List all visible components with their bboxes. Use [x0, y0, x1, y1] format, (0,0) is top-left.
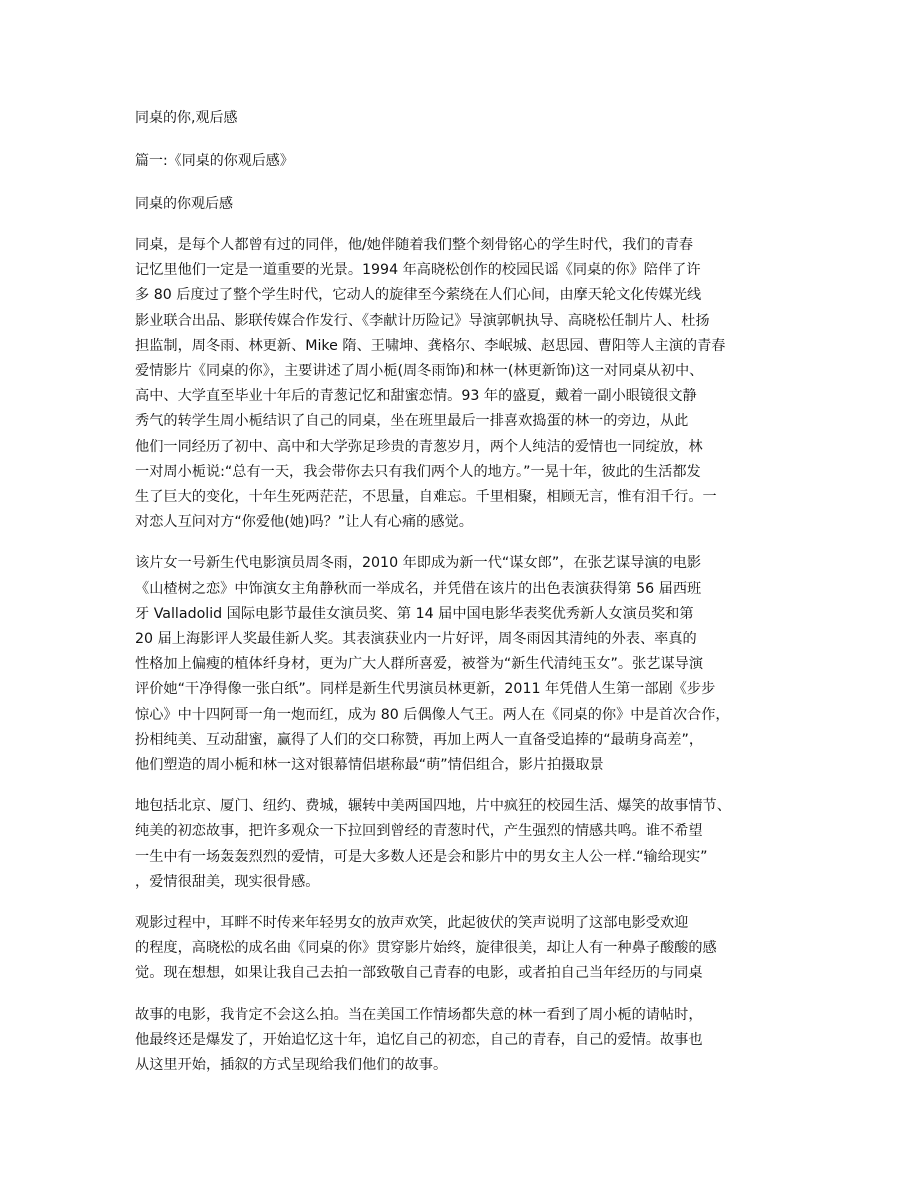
- text-line: 一生中有一场轰轰烈烈的爱情，可是大多数人还是会和影片中的男女主人公一样.“输给现实”: [135, 848, 708, 865]
- text-line: 多 80 后度过了整个学生时代，它动人的旋律至今萦绕在人们心间，由摩天轮文化传媒光线: [135, 287, 702, 304]
- text-line: 爱情影片《同桌的你》，主要讲述了周小栀(周冬雨饰)和林一(林更新饰)这一对同桌从初中、: [135, 363, 704, 380]
- paragraph-3: [135, 794, 795, 895]
- text-line: 他最终还是爆发了，开始追忆这十年，追忆自己的初恋，自己的青春，自己的爱情。故事也: [135, 1031, 703, 1048]
- text-line: 牙 Valladolid 国际电影节最佳女演员奖、第 14 届中国电影华表奖优秀新人女演员奖和第: [135, 605, 694, 622]
- text-line: 高中、大学直至毕业十年后的青葱记忆和甜蜜恋情。93 年的盛夏，戴着一副小眼镜很文静: [135, 388, 697, 405]
- text-line: 担监制，周冬雨、林更新、Mike 隋、王啸坤、龚格尔、李岷城、赵思园、曹阳等人主演的青春: [135, 337, 726, 354]
- paragraph-4: [135, 911, 795, 987]
- section-heading: 篇一:《同桌的你观后感》: [135, 153, 294, 169]
- text-line: 该片女一号新生代电影演员周冬雨，2010 年即成为新一代“谋女郎”，在张艺谋导演的电影: [135, 555, 702, 572]
- text-line: 观影过程中，耳畔不时传来年轻男女的放声欢笑，此起彼伏的笑声说明了这部电影受欢迎: [135, 915, 689, 932]
- text-line: 生了巨大的变化，十年生死两茫茫，不思量，自难忘。千里相聚，相顾无言，惟有泪千行。一: [135, 489, 717, 506]
- document-title: 同桌的你,观后感: [135, 110, 238, 126]
- text-line: 他们一同经历了初中、高中和大学弥足珍贵的青葱岁月，两个人纯洁的爱情也一同绽放，林: [135, 438, 703, 455]
- text-line: 一对周小栀说:“总有一天，我会带你去只有我们两个人的地方。”一晃十年，彼此的生活都发: [135, 463, 701, 480]
- text-line: 影业联合出品、影联传媒合作发行、《李献计历险记》导演郭帆执导、高晓松任制片人、杜扬: [135, 312, 710, 329]
- text-line: 他们塑造的周小栀和林一这对银幕情侣堪称最“萌”情侣组合，影片拍摄取景: [135, 757, 604, 774]
- text-line: 故事的电影，我肯定不会这么拍。当在美国工作情场都失意的林一看到了周小栀的请帖时，: [135, 1006, 703, 1023]
- text-line: 地包括北京、厦门、纽约、费城，辗转中美两国四地，片中疯狂的校园生活、爆笑的故事情节、: [135, 798, 731, 815]
- document-body: [135, 104, 795, 1078]
- text-line: 的程度，高晓松的成名曲《同桌的你》贯穿影片始终，旋律很美，却让人有一种鼻子酸酸的感: [135, 940, 717, 957]
- text-line: 扮相纯美、互动甜蜜，赢得了人们的交口称赞，再加上两人一直备受追捧的“最萌身高差”，: [135, 731, 704, 748]
- text-line: 觉。现在想想，如果让我自己去拍一部致敬自己青春的电影，或者拍自己当年经历的与同桌: [135, 965, 703, 982]
- text-line: 同桌，是每个人都曾有过的同伴，他/她伴随着我们整个刻骨铭心的学生时代，我们的青春: [135, 237, 694, 253]
- article-subtitle: 同桌的你观后感: [135, 196, 233, 212]
- text-line: 惊心》中十四阿哥一角一炮而红，成为 80 后偶像人气王。两人在《同桌的你》中是首次合作，: [135, 706, 730, 723]
- text-line: 从这里开始，插叙的方式呈现给我们他们的故事。: [135, 1057, 448, 1074]
- text-line: 记忆里他们一定是一道重要的光景。1994 年高晓松创作的校园民谣《同桌的你》陪伴了许: [135, 262, 701, 279]
- text-line: 秀气的转学生周小栀结识了自己的同桌，坐在班里最后一排喜欢捣蛋的林一的旁边，从此: [135, 413, 689, 430]
- text-line: 20 届上海影评人奖最佳新人奖。其表演获业内一片好评，周冬雨因其清纯的外表、率真的: [135, 631, 697, 648]
- text-line: ，爱情很甜美，现实很骨感。: [135, 873, 320, 890]
- text-line: 纯美的初恋故事，把许多观众一下拉回到曾经的青葱时代，产生强烈的情感共鸣。谁不希望: [135, 823, 703, 840]
- paragraph-2: [135, 551, 795, 778]
- paragraph-1: [135, 233, 795, 535]
- paragraph-5: [135, 1003, 795, 1079]
- text-line: 《山楂树之恋》中饰演女主角静秋而一举成名，并凭借在该片的出色表演获得第 56 届西班: [135, 580, 702, 597]
- text-line: 评价她“干净得像一张白纸”。同样是新生代男演员林更新，2011 年凭借人生第一部剧《步步: [135, 681, 716, 698]
- text-line: 性格加上偏瘦的植体纤身材，更为广大人群所喜爱，被誉为“新生代清纯玉女”。张艺谋导演: [135, 656, 704, 673]
- text-line: 对恋人互问对方“你爱他(她)吗？”让人有心痛的感觉。: [135, 514, 473, 531]
